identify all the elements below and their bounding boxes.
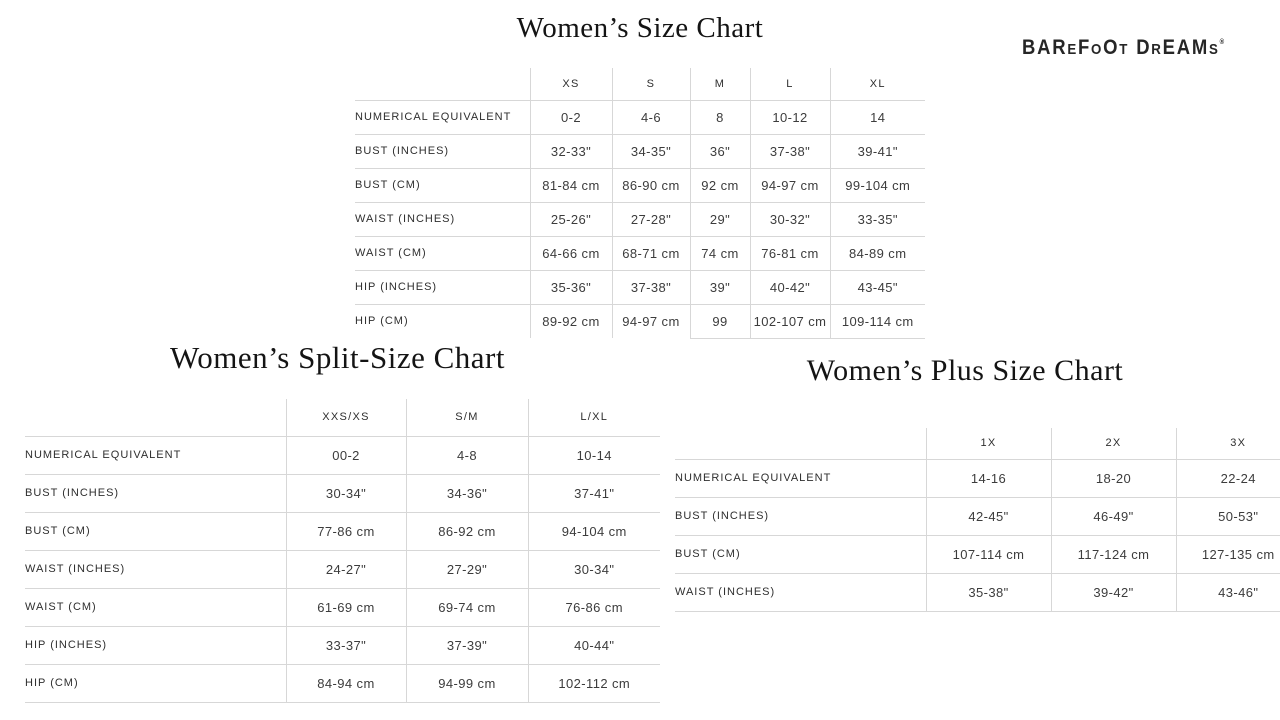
cell: 8: [690, 100, 750, 134]
cell: 64-66 cm: [530, 236, 612, 270]
cell: 29": [690, 202, 750, 236]
cell: 34-35": [612, 134, 690, 168]
cell: 40-42": [750, 270, 830, 304]
cell: 36": [690, 134, 750, 168]
cell: 22-24: [1176, 459, 1280, 497]
row-label: NUMERICAL EQUIVALENT: [675, 459, 926, 497]
cell: 61-69 cm: [286, 588, 406, 626]
cell: 84-89 cm: [830, 236, 925, 270]
cell: 102-112 cm: [528, 664, 660, 702]
cell: 40-44": [528, 626, 660, 664]
cell: 76-86 cm: [528, 588, 660, 626]
table-row: [355, 202, 925, 236]
cell: 35-36": [530, 270, 612, 304]
column-header: S: [612, 68, 690, 100]
header-spacer: [355, 68, 530, 100]
cell: 00-2: [286, 436, 406, 474]
table-row: [25, 436, 660, 474]
column-header: 2X: [1051, 428, 1176, 459]
womens-split-size-table: [25, 399, 660, 703]
header-spacer: [675, 428, 926, 459]
cell: 76-81 cm: [750, 236, 830, 270]
table-row: [355, 134, 925, 168]
header-spacer: [25, 399, 286, 436]
cell: 42-45": [926, 497, 1051, 535]
table-row: [675, 573, 1280, 611]
womens-size-chart-title: Women’s Size Chart: [516, 12, 764, 44]
cell: 86-92 cm: [406, 512, 528, 550]
cell: 109-114 cm: [830, 304, 925, 338]
cell: 86-90 cm: [612, 168, 690, 202]
cell: 10-12: [750, 100, 830, 134]
cell: 27-28": [612, 202, 690, 236]
row-label: BUST (CM): [25, 512, 286, 550]
cell: 43-46": [1176, 573, 1280, 611]
cell: 43-45": [830, 270, 925, 304]
row-label: HIP (CM): [355, 315, 409, 328]
table-row: [355, 100, 925, 134]
column-header: XXS/XS: [286, 399, 406, 436]
row-label: HIP (CM): [25, 664, 286, 702]
cell: 94-97 cm: [750, 168, 830, 202]
cell: 89-92 cm: [530, 304, 612, 338]
row-label: BUST (INCHES): [25, 474, 286, 512]
cell: 117-124 cm: [1051, 535, 1176, 573]
cell: 81-84 cm: [530, 168, 612, 202]
womens-split-size-chart-title: Women’s Split-Size Chart: [170, 340, 505, 375]
cell: 37-38": [750, 134, 830, 168]
cell: 37-38": [612, 270, 690, 304]
row-label: HIP (INCHES): [355, 270, 530, 304]
cell: 14: [830, 100, 925, 134]
table-row: [675, 459, 1280, 497]
cell: 14-16: [926, 459, 1051, 497]
table-row: [355, 168, 925, 202]
column-header: 3X: [1176, 428, 1280, 459]
table-row: [25, 588, 660, 626]
row-label: WAIST (INCHES): [675, 573, 926, 611]
row-label: WAIST (CM): [25, 588, 286, 626]
cell: 30-32": [750, 202, 830, 236]
table-row: [675, 497, 1280, 535]
row-label: BUST (CM): [675, 535, 926, 573]
row-label: HIP (INCHES): [25, 626, 286, 664]
cell: 68-71 cm: [612, 236, 690, 270]
row-label: BUST (INCHES): [355, 134, 530, 168]
cell: 37-41": [528, 474, 660, 512]
row-label: WAIST (INCHES): [355, 202, 530, 236]
table-row: [25, 474, 660, 512]
table-row: [25, 626, 660, 664]
cell: 0-2: [530, 100, 612, 134]
womens-plus-size-table: [675, 428, 1280, 612]
table-row: [675, 535, 1280, 573]
cell: 84-94 cm: [286, 664, 406, 702]
row-label: WAIST (INCHES): [25, 550, 286, 588]
cell: 39-42": [1051, 573, 1176, 611]
cell: 39": [690, 270, 750, 304]
cell: 33-37": [286, 626, 406, 664]
cell: 4-8: [406, 436, 528, 474]
cell: 94-97 cm: [612, 304, 690, 338]
cell: 4-6: [612, 100, 690, 134]
row-label: NUMERICAL EQUIVALENT: [25, 436, 286, 474]
cell: 127-135 cm: [1176, 535, 1280, 573]
cell: 46-49": [1051, 497, 1176, 535]
cell: 39-41": [830, 134, 925, 168]
cell: 33-35": [830, 202, 925, 236]
cell: 18-20: [1051, 459, 1176, 497]
cell: 24-27": [286, 550, 406, 588]
cell: 99-104 cm: [830, 168, 925, 202]
cell: 74 cm: [690, 236, 750, 270]
row-label: BUST (CM): [355, 168, 530, 202]
cell: 77-86 cm: [286, 512, 406, 550]
cell: 92 cm: [690, 168, 750, 202]
cell: 94-99 cm: [406, 664, 528, 702]
header-row: [355, 68, 925, 100]
registered-trademark-icon: ®: [1219, 39, 1225, 46]
cell: 30-34": [528, 550, 660, 588]
row-label: BUST (INCHES): [675, 497, 926, 535]
table-row: [355, 270, 925, 304]
table-row: [25, 664, 660, 702]
logo-text: BAREFOOT DREAMS: [1022, 36, 1220, 59]
womens-size-table: [355, 68, 925, 339]
table-row: [25, 512, 660, 550]
cell: 37-39": [406, 626, 528, 664]
table-row: [355, 236, 925, 270]
header-row: [25, 399, 660, 436]
column-header: 1X: [926, 428, 1051, 459]
cell: 69-74 cm: [406, 588, 528, 626]
column-header: L/XL: [528, 399, 660, 436]
cell: 32-33": [530, 134, 612, 168]
row-label: NUMERICAL EQUIVALENT: [355, 100, 530, 134]
table-row: [25, 550, 660, 588]
cell: 10-14: [528, 436, 660, 474]
column-header: XS: [530, 68, 612, 100]
cell: 107-114 cm: [926, 535, 1051, 573]
cell: 35-38": [926, 573, 1051, 611]
table-row: [355, 304, 925, 338]
womens-plus-size-chart-title: Women’s Plus Size Chart: [806, 354, 1124, 387]
cell: 50-53": [1176, 497, 1280, 535]
cell: 99: [690, 304, 750, 338]
cell: 30-34": [286, 474, 406, 512]
row-label: WAIST (CM): [355, 236, 530, 270]
column-header: S/M: [406, 399, 528, 436]
column-header: M: [690, 68, 750, 100]
cell: 25-26": [530, 202, 612, 236]
cell: 102-107 cm: [750, 304, 830, 338]
cell: 94-104 cm: [528, 512, 660, 550]
cell: 34-36": [406, 474, 528, 512]
header-row: [675, 428, 1280, 459]
column-header: L: [750, 68, 830, 100]
column-header: XL: [830, 68, 925, 100]
cell: 27-29": [406, 550, 528, 588]
